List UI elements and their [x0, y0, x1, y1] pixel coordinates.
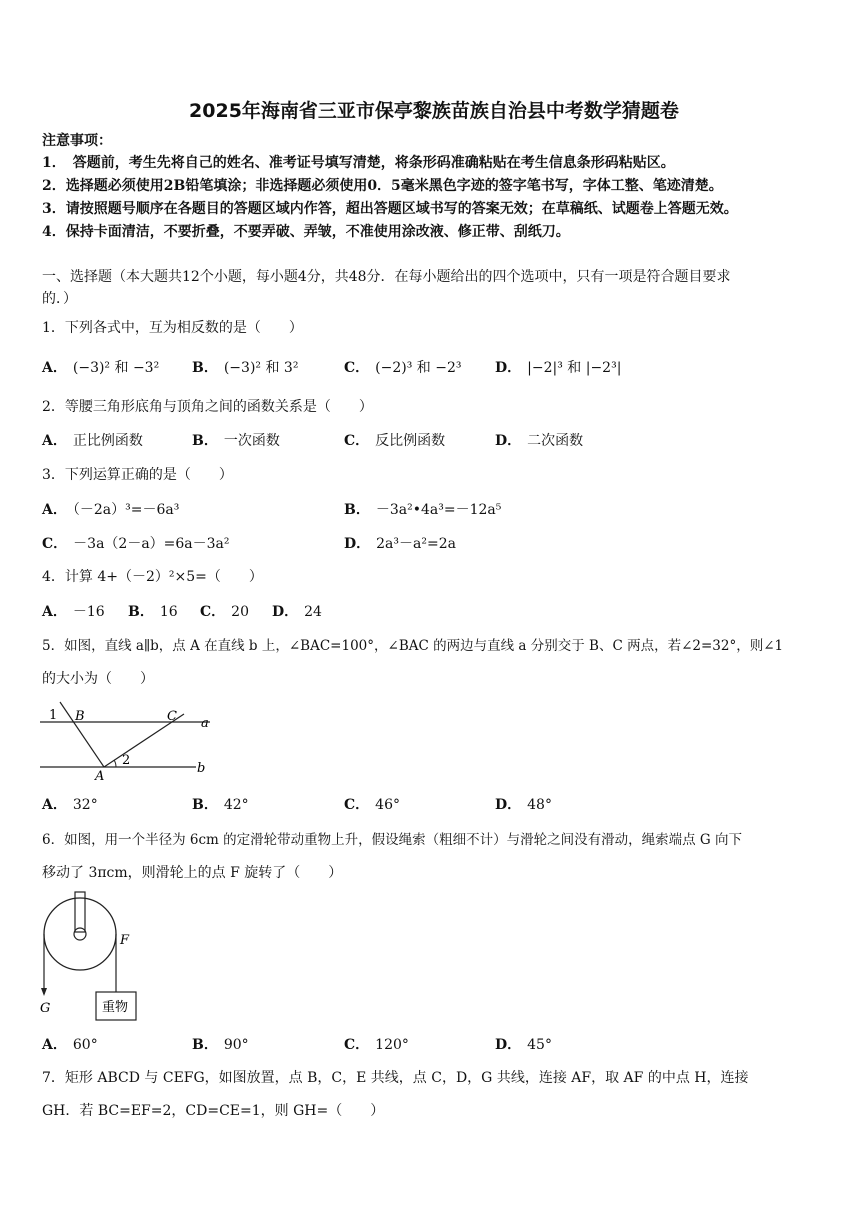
- pulley-figure: [38, 890, 142, 1024]
- label-a: a: [201, 716, 209, 731]
- question-stem: 7．矩形 ABCD 与 CEFG，如图放置，点 B，C，E 共线，点 C，D，G 共线，连接 AF，取 AF 的中点 H，连接: [42, 1070, 749, 1086]
- label-A: A: [95, 769, 105, 782]
- option-d[interactable]: D． 48°: [495, 797, 552, 813]
- option-a[interactable]: A． 正比例函数: [42, 433, 143, 449]
- question-stem: 2．等腰三角形底角与顶角之间的函数关系是（ ）: [42, 399, 373, 415]
- option-b[interactable]: B． 42°: [192, 797, 249, 813]
- question-stem: 4．计算 4+（－2）²×5=（ ）: [42, 569, 263, 585]
- section-heading-cont: 的．）: [42, 291, 77, 307]
- option-d[interactable]: D． 二次函数: [495, 433, 584, 449]
- option-a[interactable]: A． 32°: [42, 797, 98, 813]
- label-1: 1: [49, 708, 58, 723]
- question-stem-cont: 的大小为（ ）: [42, 671, 154, 687]
- option-row: [42, 533, 842, 555]
- option-a[interactable]: A． －16: [42, 604, 105, 620]
- option-c[interactable]: C． 20: [200, 604, 249, 620]
- parallel-lines-figure: [40, 700, 216, 782]
- notes-heading: 注意事项：: [42, 133, 112, 149]
- option-row: [42, 430, 842, 452]
- label-C: C: [167, 709, 177, 724]
- option-c[interactable]: C． 120°: [344, 1037, 409, 1053]
- angle-2-arc: [114, 760, 116, 767]
- option-d[interactable]: D． 45°: [495, 1037, 552, 1053]
- question-stem: 5．如图，直线 a∥b，点 A 在直线 b 上，∠BAC=100°，∠BAC 的两边与直线 a 分别交于 B、C 两点，若∠2=32°，则∠1: [42, 638, 784, 654]
- option-row: [42, 357, 842, 379]
- option-d[interactable]: D． 24: [272, 604, 322, 620]
- option-b[interactable]: B． －3a²•4a³=－12a⁵: [344, 502, 502, 518]
- option-row: [42, 499, 842, 521]
- option-a[interactable]: A． （－2a）³=－6a³: [42, 502, 180, 518]
- option-a[interactable]: A． (−3)² 和 −3²: [42, 360, 160, 376]
- label-b: b: [197, 761, 206, 776]
- option-c[interactable]: C． 反比例函数: [344, 433, 446, 449]
- arrow-down-icon: [41, 988, 47, 996]
- option-c[interactable]: C． －3a（2－a）=6a－3a²: [42, 536, 230, 552]
- label-2: 2: [122, 753, 131, 768]
- note-item: 4．保持卡面清洁，不要折叠，不要弄破、弄皱，不准使用涂改液、修正带、刮纸刀。: [42, 224, 570, 240]
- note-item: 1． 答题前，考生先将自己的姓名、准考证号填写清楚，将条形码准确粘贴在考生信息条形码粘贴区。: [42, 155, 675, 171]
- option-d[interactable]: D． 2a³－a²=2a: [344, 536, 456, 552]
- label-B: B: [75, 709, 85, 724]
- label-F: F: [120, 933, 130, 948]
- option-a[interactable]: A． 60°: [42, 1037, 98, 1053]
- question-stem: 1．下列各式中，互为相反数的是（ ）: [42, 320, 303, 336]
- question-stem-cont: 移动了 3πcm，则滑轮上的点 F 旋转了（ ）: [42, 865, 343, 881]
- option-c[interactable]: C． 46°: [344, 797, 400, 813]
- question-stem: 3．下列运算正确的是（ ）: [42, 467, 233, 483]
- option-b[interactable]: B． (−3)² 和 3²: [192, 360, 299, 376]
- option-row: [42, 1034, 842, 1056]
- section-heading: 一、选择题（本大题共12个小题，每小题4分，共48分．在每小题给出的四个选项中，只有一项是符合题目要求: [42, 269, 731, 285]
- option-row: [42, 794, 842, 816]
- option-c[interactable]: C． (−2)³ 和 −2³: [344, 360, 462, 376]
- option-b[interactable]: B． 90°: [192, 1037, 249, 1053]
- option-d[interactable]: D． |−2|³ 和 |−2³|: [495, 360, 622, 376]
- option-b[interactable]: B． 一次函数: [192, 433, 280, 449]
- weight-label: 重物: [102, 1000, 129, 1015]
- question-stem: 6．如图，用一个半径为 6cm 的定滑轮带动重物上升，假设绳索（粗细不计）与滑轮之间没有滑动，绳索端点 G 向下: [42, 832, 742, 848]
- option-b[interactable]: B． 16: [128, 604, 178, 620]
- page-title: 2025年海南省三亚市保亭黎族苗族自治县中考数学猜题卷: [189, 100, 679, 122]
- note-item: 3．请按照题号顺序在各题目的答题区域内作答，超出答题区域书写的答案无效；在草稿纸、试题卷上答题无效。: [42, 201, 738, 217]
- label-G: G: [40, 1001, 51, 1016]
- question-stem-cont: GH．若 BC=EF=2，CD=CE=1，则 GH=（ ）: [42, 1103, 385, 1119]
- note-item: 2．选择题必须使用2B铅笔填涂；非选择题必须使用0．5毫米黑色字迹的签字笔书写，字体工整、笔迹清楚。: [42, 178, 723, 194]
- option-row: [42, 601, 842, 623]
